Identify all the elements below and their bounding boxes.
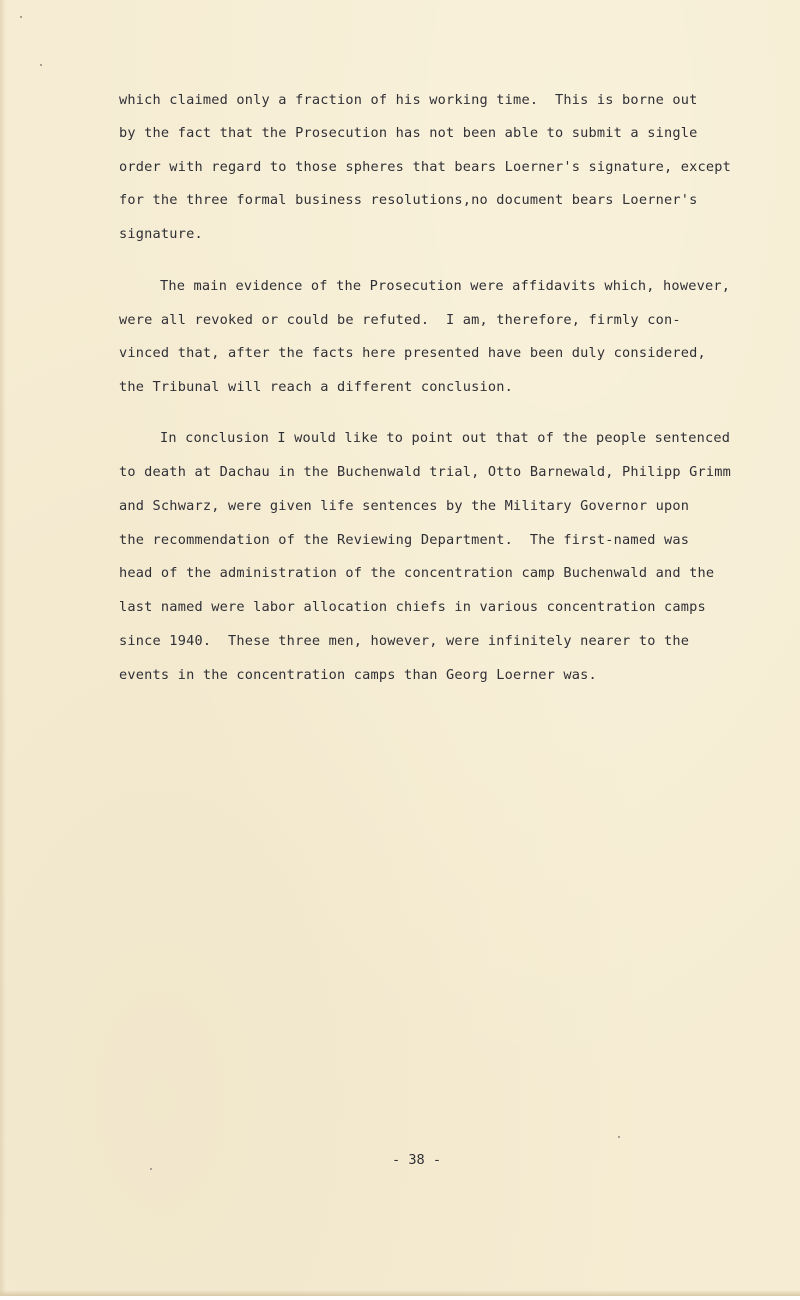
- text-line: order with regard to those spheres that bears Loerner's signature, except: [119, 159, 732, 175]
- text-line: to death at Dachau in the Buchenwald trial, Otto Barnewald, Philipp Grimm: [119, 464, 732, 480]
- text-line: the Tribunal will reach a different conclusion.: [119, 379, 514, 395]
- text-line: head of the administration of the concentration camp Buchenwald and the: [119, 565, 715, 581]
- text-line: which claimed only a fraction of his working time. This is borne out: [119, 92, 698, 108]
- text-line: the recommendation of the Reviewing Department. The first-named was: [119, 532, 690, 548]
- text-line: signature.: [119, 226, 203, 242]
- paper-speck: [618, 1136, 620, 1138]
- text-line: since 1940. These three men, however, were infinitely nearer to the: [119, 633, 690, 649]
- text-line: vinced that, after the facts here presented have been duly considered,: [119, 345, 706, 361]
- text-line: were all revoked or could be refuted. I am, therefore, firmly con-: [119, 312, 681, 328]
- text-line: and Schwarz, were given life sentences by the Military Governor upon: [119, 498, 690, 514]
- text-line: for the three formal business resolutions,no document bears Loerner's: [119, 192, 698, 208]
- page-number: - 38 -: [392, 1152, 442, 1168]
- text-line: last named were labor allocation chiefs in various concentration camps: [119, 599, 706, 615]
- page-left-edge: [0, 0, 6, 1296]
- page-bottom-edge: [0, 1290, 800, 1296]
- text-line: In conclusion I would like to point out that of the people sentenced: [160, 430, 731, 446]
- text-line: by the fact that the Prosecution has not been able to submit a single: [119, 125, 698, 141]
- text-line: events in the concentration camps than Georg Loerner was.: [119, 667, 597, 683]
- text-line: The main evidence of the Prosecution were affidavits which, however,: [160, 278, 731, 294]
- paper-speck: [40, 64, 42, 66]
- paper-speck: [150, 1168, 152, 1170]
- paper-speck: [20, 16, 22, 18]
